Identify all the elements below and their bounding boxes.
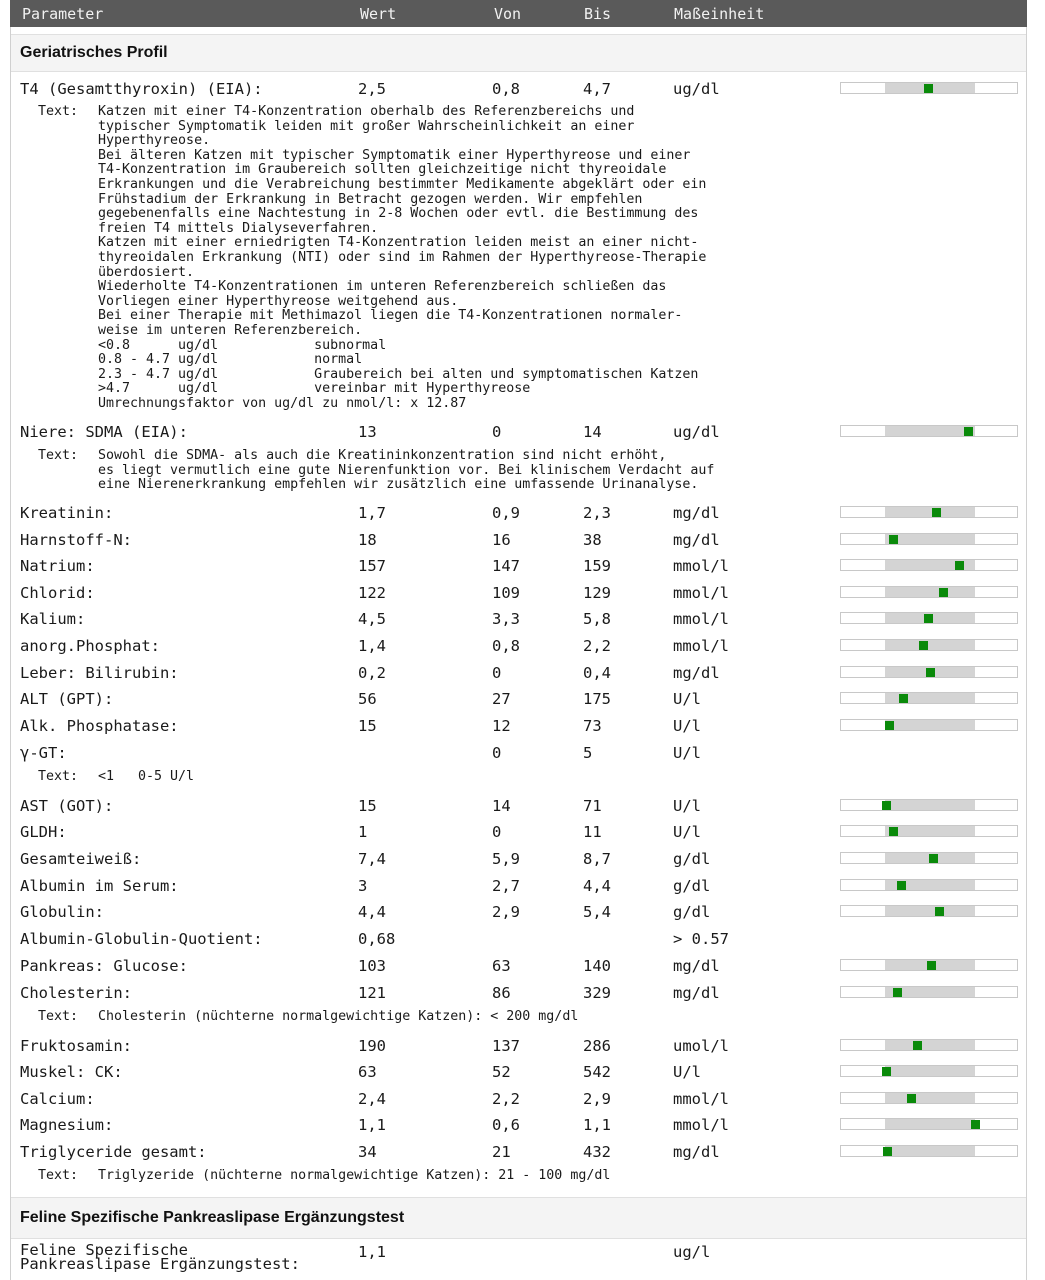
- ref-to: 5: [583, 744, 593, 762]
- ref-to: 73: [583, 717, 602, 735]
- parameter-name: Cholesterin:: [20, 984, 132, 1002]
- parameter-name: Niere: SDMA (EIA):: [20, 423, 188, 441]
- range-indicator: [840, 959, 1018, 971]
- ref-to: 2,2: [583, 637, 611, 655]
- reference-range-band: [885, 640, 975, 650]
- range-indicator: [840, 533, 1018, 545]
- value-marker: [929, 854, 938, 863]
- result-value: 18: [358, 531, 377, 549]
- note-label: Text:: [38, 104, 79, 119]
- ref-from: 63: [492, 957, 511, 975]
- parameter-name: Natrium:: [20, 557, 95, 575]
- table-row: [0, 874, 1045, 898]
- range-indicator: [840, 559, 1018, 571]
- table-row: [0, 900, 1045, 924]
- ref-to: 5,4: [583, 903, 611, 921]
- note-text: <1 0-5 U/l: [98, 769, 195, 784]
- table-row: [0, 77, 1045, 101]
- unit: U/l: [673, 823, 701, 841]
- result-value: 1,7: [358, 504, 386, 522]
- parameter-name: Muskel: CK:: [20, 1063, 123, 1081]
- table-row: [0, 1060, 1045, 1084]
- ref-from: 0,6: [492, 1116, 520, 1134]
- ref-to: 5,8: [583, 610, 611, 628]
- result-value: 103: [358, 957, 386, 975]
- table-row: [0, 634, 1045, 658]
- note-text: Cholesterin (nüchterne normalgewichtige Katzen): < 200 mg/dl: [98, 1009, 579, 1024]
- unit: g/dl: [673, 903, 711, 921]
- table-row: [0, 1113, 1045, 1137]
- range-indicator: [840, 586, 1018, 598]
- parameter-name: AST (GOT):: [20, 797, 114, 815]
- value-marker: [939, 588, 948, 597]
- range-indicator: [840, 1118, 1018, 1130]
- range-indicator: [840, 719, 1018, 731]
- unit: mg/dl: [673, 957, 720, 975]
- value-marker: [907, 1094, 916, 1103]
- parameter-name: Triglyceride gesamt:: [20, 1143, 207, 1161]
- ref-from: 2,7: [492, 877, 520, 895]
- table-row: [0, 554, 1045, 578]
- table-row: [0, 1034, 1045, 1058]
- ref-from: 16: [492, 531, 511, 549]
- parameter-name: T4 (Gesamtthyroxin) (EIA):: [20, 80, 263, 98]
- unit: mmol/l: [673, 610, 729, 628]
- range-indicator: [840, 879, 1018, 891]
- table-row: [0, 661, 1045, 685]
- unit: mg/dl: [673, 531, 720, 549]
- value-marker: [882, 1067, 891, 1076]
- unit: g/dl: [673, 877, 711, 895]
- reference-range-band: [885, 507, 975, 517]
- parameter-name: Albumin-Globulin-Quotient:: [20, 930, 263, 948]
- value-marker: [932, 508, 941, 517]
- unit: U/l: [673, 717, 701, 735]
- table-row: [0, 607, 1045, 631]
- result-value: 1,1: [358, 1116, 386, 1134]
- value-marker: [919, 641, 928, 650]
- unit: ug/l: [673, 1243, 711, 1261]
- range-indicator: [840, 905, 1018, 917]
- ref-from: 0,8: [492, 80, 520, 98]
- ref-from: 0: [492, 664, 502, 682]
- header-bis: Bis: [584, 5, 612, 23]
- value-marker: [882, 801, 891, 810]
- table-header: [10, 0, 1027, 27]
- note-text: Triglyzeride (nüchterne normalgewichtige Katzen): 21 - 100 mg/dl: [98, 1168, 611, 1183]
- table-row: [0, 501, 1045, 525]
- range-indicator: [840, 506, 1018, 518]
- ref-to: 2,3: [583, 504, 611, 522]
- note-label: Text:: [38, 769, 79, 784]
- unit: U/l: [673, 1063, 701, 1081]
- reference-range-band: [885, 1119, 975, 1129]
- parameter-name: Kalium:: [20, 610, 86, 628]
- ref-from: 0,9: [492, 504, 520, 522]
- header-von: Von: [494, 5, 522, 23]
- section-title: Geriatrisches Profil: [20, 44, 168, 61]
- ref-to: 38: [583, 531, 602, 549]
- result-value: 157: [358, 557, 386, 575]
- parameter-name: GLDH:: [20, 823, 67, 841]
- ref-from: 21: [492, 1143, 511, 1161]
- value-marker: [927, 961, 936, 970]
- ref-to: 71: [583, 797, 602, 815]
- result-value: 7,4: [358, 850, 386, 868]
- parameter-name: Globulin:: [20, 903, 104, 921]
- unit: mg/dl: [673, 984, 720, 1002]
- reference-range-band: [885, 1146, 975, 1156]
- value-marker: [885, 721, 894, 730]
- range-indicator: [840, 1092, 1018, 1104]
- result-value: 4,5: [358, 610, 386, 628]
- result-value: 0,2: [358, 664, 386, 682]
- result-value: 34: [358, 1143, 377, 1161]
- value-marker: [924, 614, 933, 623]
- unit: ug/dl: [673, 80, 720, 98]
- note-text: Sowohl die SDMA- als auch die Kreatininkonzentration sind nicht erhöht, es liegt vermutlich eine gute Nierenfunktion vor. Bei klinischem Verdacht auf eine Nierenerkrankung empfehlen wir zusätzlich eine umfassende Urinanalyse.: [98, 448, 715, 493]
- table-row: [0, 581, 1045, 605]
- value-marker: [913, 1041, 922, 1050]
- range-indicator: [840, 666, 1018, 678]
- parameter-name: Calcium:: [20, 1090, 95, 1108]
- table-row: [0, 847, 1045, 871]
- unit: g/dl: [673, 850, 711, 868]
- result-value: 121: [358, 984, 386, 1002]
- table-row: [0, 820, 1045, 844]
- ref-from: 147: [492, 557, 520, 575]
- ref-to: 432: [583, 1143, 611, 1161]
- unit: mg/dl: [673, 1143, 720, 1161]
- reference-range-band: [885, 1093, 975, 1103]
- result-value: 1,1: [358, 1243, 386, 1261]
- table-row: [0, 1140, 1045, 1164]
- unit: U/l: [673, 690, 701, 708]
- reference-range-band: [885, 906, 975, 916]
- ref-to: 329: [583, 984, 611, 1002]
- result-value: 1: [358, 823, 368, 841]
- parameter-name: Gesamteiweiß:: [20, 850, 142, 868]
- range-indicator: [840, 825, 1018, 837]
- result-value: 122: [358, 584, 386, 602]
- range-indicator: [840, 799, 1018, 811]
- ref-to: 159: [583, 557, 611, 575]
- table-row: [0, 714, 1045, 738]
- unit: > 0.57: [673, 930, 729, 948]
- parameter-name: anorg.Phosphat:: [20, 637, 160, 655]
- parameter-name: Leber: Bilirubin:: [20, 664, 179, 682]
- result-value: 190: [358, 1037, 386, 1055]
- ref-from: 14: [492, 797, 511, 815]
- table-row: [0, 420, 1045, 444]
- table-row: [0, 954, 1045, 978]
- value-marker: [897, 881, 906, 890]
- note-label: Text:: [38, 448, 79, 463]
- reference-range-band: [885, 587, 975, 597]
- ref-from: 12: [492, 717, 511, 735]
- note-text: Katzen mit einer T4-Konzentration oberhalb des Referenzbereichs und typischer Symptomatik leiden mit großer Wahrscheinlichkeit an einer Hyperthyreose. Bei älteren Katzen mit typischer Symptomatik einer Hyperthyreose und einer T4-Konzentration im Graubereich sollten gleichzeitige nicht thyreoidale Erkrankungen und die Verabreichung bestimmter Medikamente abgeklärt oder ein Frühstadium der Erkrankung in Betracht gezogen werden. Wir empfehlen gegebenenfalls eine Nachtestung in 2-8 Wochen oder evtl. die Bestimmung des freien T4 mittels Dialyseverfahren. Katzen mit einer erniedrigten T4-Konzentration leiden meist an einer nicht- thyreoidalen Erkrankung (NTI) oder sind im Rahmen der Hyperthyreose-Therapie überdosiert. Wiederholte T4-Konzentrationen im unteren Referenzbereich schließen das Vorliegen einer Hyperthyreose weitgehend aus. Bei einer Therapie mit Methimazol liegen die T4-Konzentrationen normaler- weise im unteren Referenzbereich. <0.8 ug/dl subnormal 0.8 - 4.7 ug/dl normal 2.3 - 4.7 ug/dl Graubereich bei alten und symptomatischen Katzen >4.7 ug/dl vereinbar mit Hyperthyreose Umrechnungsfaktor von ug/dl zu nmol/l: x 12.87: [98, 104, 707, 411]
- parameter-name-line2: Pankreaslipase Ergänzungstest:: [20, 1255, 300, 1273]
- result-value: 15: [358, 797, 377, 815]
- value-marker: [889, 827, 898, 836]
- table-row: [0, 741, 1045, 765]
- section-title: Feline Spezifische Pankreaslipase Ergänzungstest: [20, 1209, 405, 1226]
- range-indicator: [840, 82, 1018, 94]
- range-indicator: [840, 1145, 1018, 1157]
- unit: mg/dl: [673, 504, 720, 522]
- ref-from: 137: [492, 1037, 520, 1055]
- note-label: Text:: [38, 1009, 79, 1024]
- unit: U/l: [673, 797, 701, 815]
- parameter-name: Harnstoff-N:: [20, 531, 132, 549]
- ref-from: 0: [492, 423, 502, 441]
- ref-to: 4,4: [583, 877, 611, 895]
- ref-to: 8,7: [583, 850, 611, 868]
- table-row: [0, 981, 1045, 1005]
- result-value: 4,4: [358, 903, 386, 921]
- result-value: 13: [358, 423, 377, 441]
- table-row: [0, 687, 1045, 711]
- value-marker: [893, 988, 902, 997]
- reference-range-band: [885, 720, 975, 730]
- reference-range-band: [885, 1066, 975, 1076]
- ref-to: 129: [583, 584, 611, 602]
- ref-to: 1,1: [583, 1116, 611, 1134]
- ref-from: 109: [492, 584, 520, 602]
- unit: umol/l: [673, 1037, 729, 1055]
- ref-from: 52: [492, 1063, 511, 1081]
- header-einheit: Maßeinheit: [674, 5, 765, 23]
- result-value: 1,4: [358, 637, 386, 655]
- range-indicator: [840, 612, 1018, 624]
- parameter-name: Kreatinin:: [20, 504, 114, 522]
- ref-from: 0,8: [492, 637, 520, 655]
- ref-to: 11: [583, 823, 602, 841]
- value-marker: [926, 668, 935, 677]
- header-wert: Wert: [360, 5, 397, 23]
- range-indicator: [840, 986, 1018, 998]
- reference-range-band: [885, 426, 975, 436]
- unit: mmol/l: [673, 557, 729, 575]
- table-row: [0, 528, 1045, 552]
- ref-from: 2,2: [492, 1090, 520, 1108]
- value-marker: [899, 694, 908, 703]
- reference-range-band: [885, 826, 975, 836]
- result-value: 0,68: [358, 930, 396, 948]
- range-indicator: [840, 1065, 1018, 1077]
- parameter-name: Pankreas: Glucose:: [20, 957, 188, 975]
- ref-from: 0: [492, 744, 502, 762]
- range-indicator: [840, 692, 1018, 704]
- unit: mmol/l: [673, 584, 729, 602]
- ref-to: 0,4: [583, 664, 611, 682]
- value-marker: [883, 1147, 892, 1156]
- parameter-name: Magnesium:: [20, 1116, 114, 1134]
- result-value: 3: [358, 877, 368, 895]
- ref-from: 5,9: [492, 850, 520, 868]
- parameter-name: γ-GT:: [20, 744, 67, 762]
- ref-from: 27: [492, 690, 511, 708]
- note-label: Text:: [38, 1168, 79, 1183]
- result-value: 2,4: [358, 1090, 386, 1108]
- range-indicator: [840, 639, 1018, 651]
- ref-from: 0: [492, 823, 502, 841]
- section-geriatrisches-profil: [11, 34, 1026, 72]
- table-row: [0, 1240, 1045, 1273]
- parameter-name: Fruktosamin:: [20, 1037, 132, 1055]
- table-row: [0, 794, 1045, 818]
- unit: mmol/l: [673, 1116, 729, 1134]
- ref-to: 14: [583, 423, 602, 441]
- result-value: 15: [358, 717, 377, 735]
- parameter-name: Chlorid:: [20, 584, 95, 602]
- result-value: 2,5: [358, 80, 386, 98]
- ref-to: 2,9: [583, 1090, 611, 1108]
- table-row: [0, 1087, 1045, 1111]
- value-marker: [889, 535, 898, 544]
- parameter-name: Feline Spezifische: [20, 1241, 188, 1259]
- result-value: 63: [358, 1063, 377, 1081]
- ref-to: 140: [583, 957, 611, 975]
- unit: mg/dl: [673, 664, 720, 682]
- parameter-name: ALT (GPT):: [20, 690, 114, 708]
- range-indicator: [840, 852, 1018, 864]
- ref-to: 175: [583, 690, 611, 708]
- reference-range-band: [885, 800, 975, 810]
- unit: ug/dl: [673, 423, 720, 441]
- reference-range-band: [885, 1040, 975, 1050]
- value-marker: [964, 427, 973, 436]
- section-fpl: [11, 1197, 1026, 1239]
- range-indicator: [840, 1039, 1018, 1051]
- result-value: 56: [358, 690, 377, 708]
- unit: mmol/l: [673, 1090, 729, 1108]
- ref-from: 2,9: [492, 903, 520, 921]
- value-marker: [955, 561, 964, 570]
- unit: U/l: [673, 744, 701, 762]
- parameter-name: Alk. Phosphatase:: [20, 717, 179, 735]
- range-indicator: [840, 425, 1018, 437]
- ref-from: 3,3: [492, 610, 520, 628]
- value-marker: [924, 84, 933, 93]
- ref-to: 286: [583, 1037, 611, 1055]
- unit: mmol/l: [673, 637, 729, 655]
- ref-to: 4,7: [583, 80, 611, 98]
- reference-range-band: [885, 534, 975, 544]
- value-marker: [935, 907, 944, 916]
- value-marker: [971, 1120, 980, 1129]
- header-parameter: Parameter: [22, 5, 104, 23]
- ref-from: 86: [492, 984, 511, 1002]
- ref-to: 542: [583, 1063, 611, 1081]
- parameter-name: Albumin im Serum:: [20, 877, 179, 895]
- table-row: [0, 927, 1045, 951]
